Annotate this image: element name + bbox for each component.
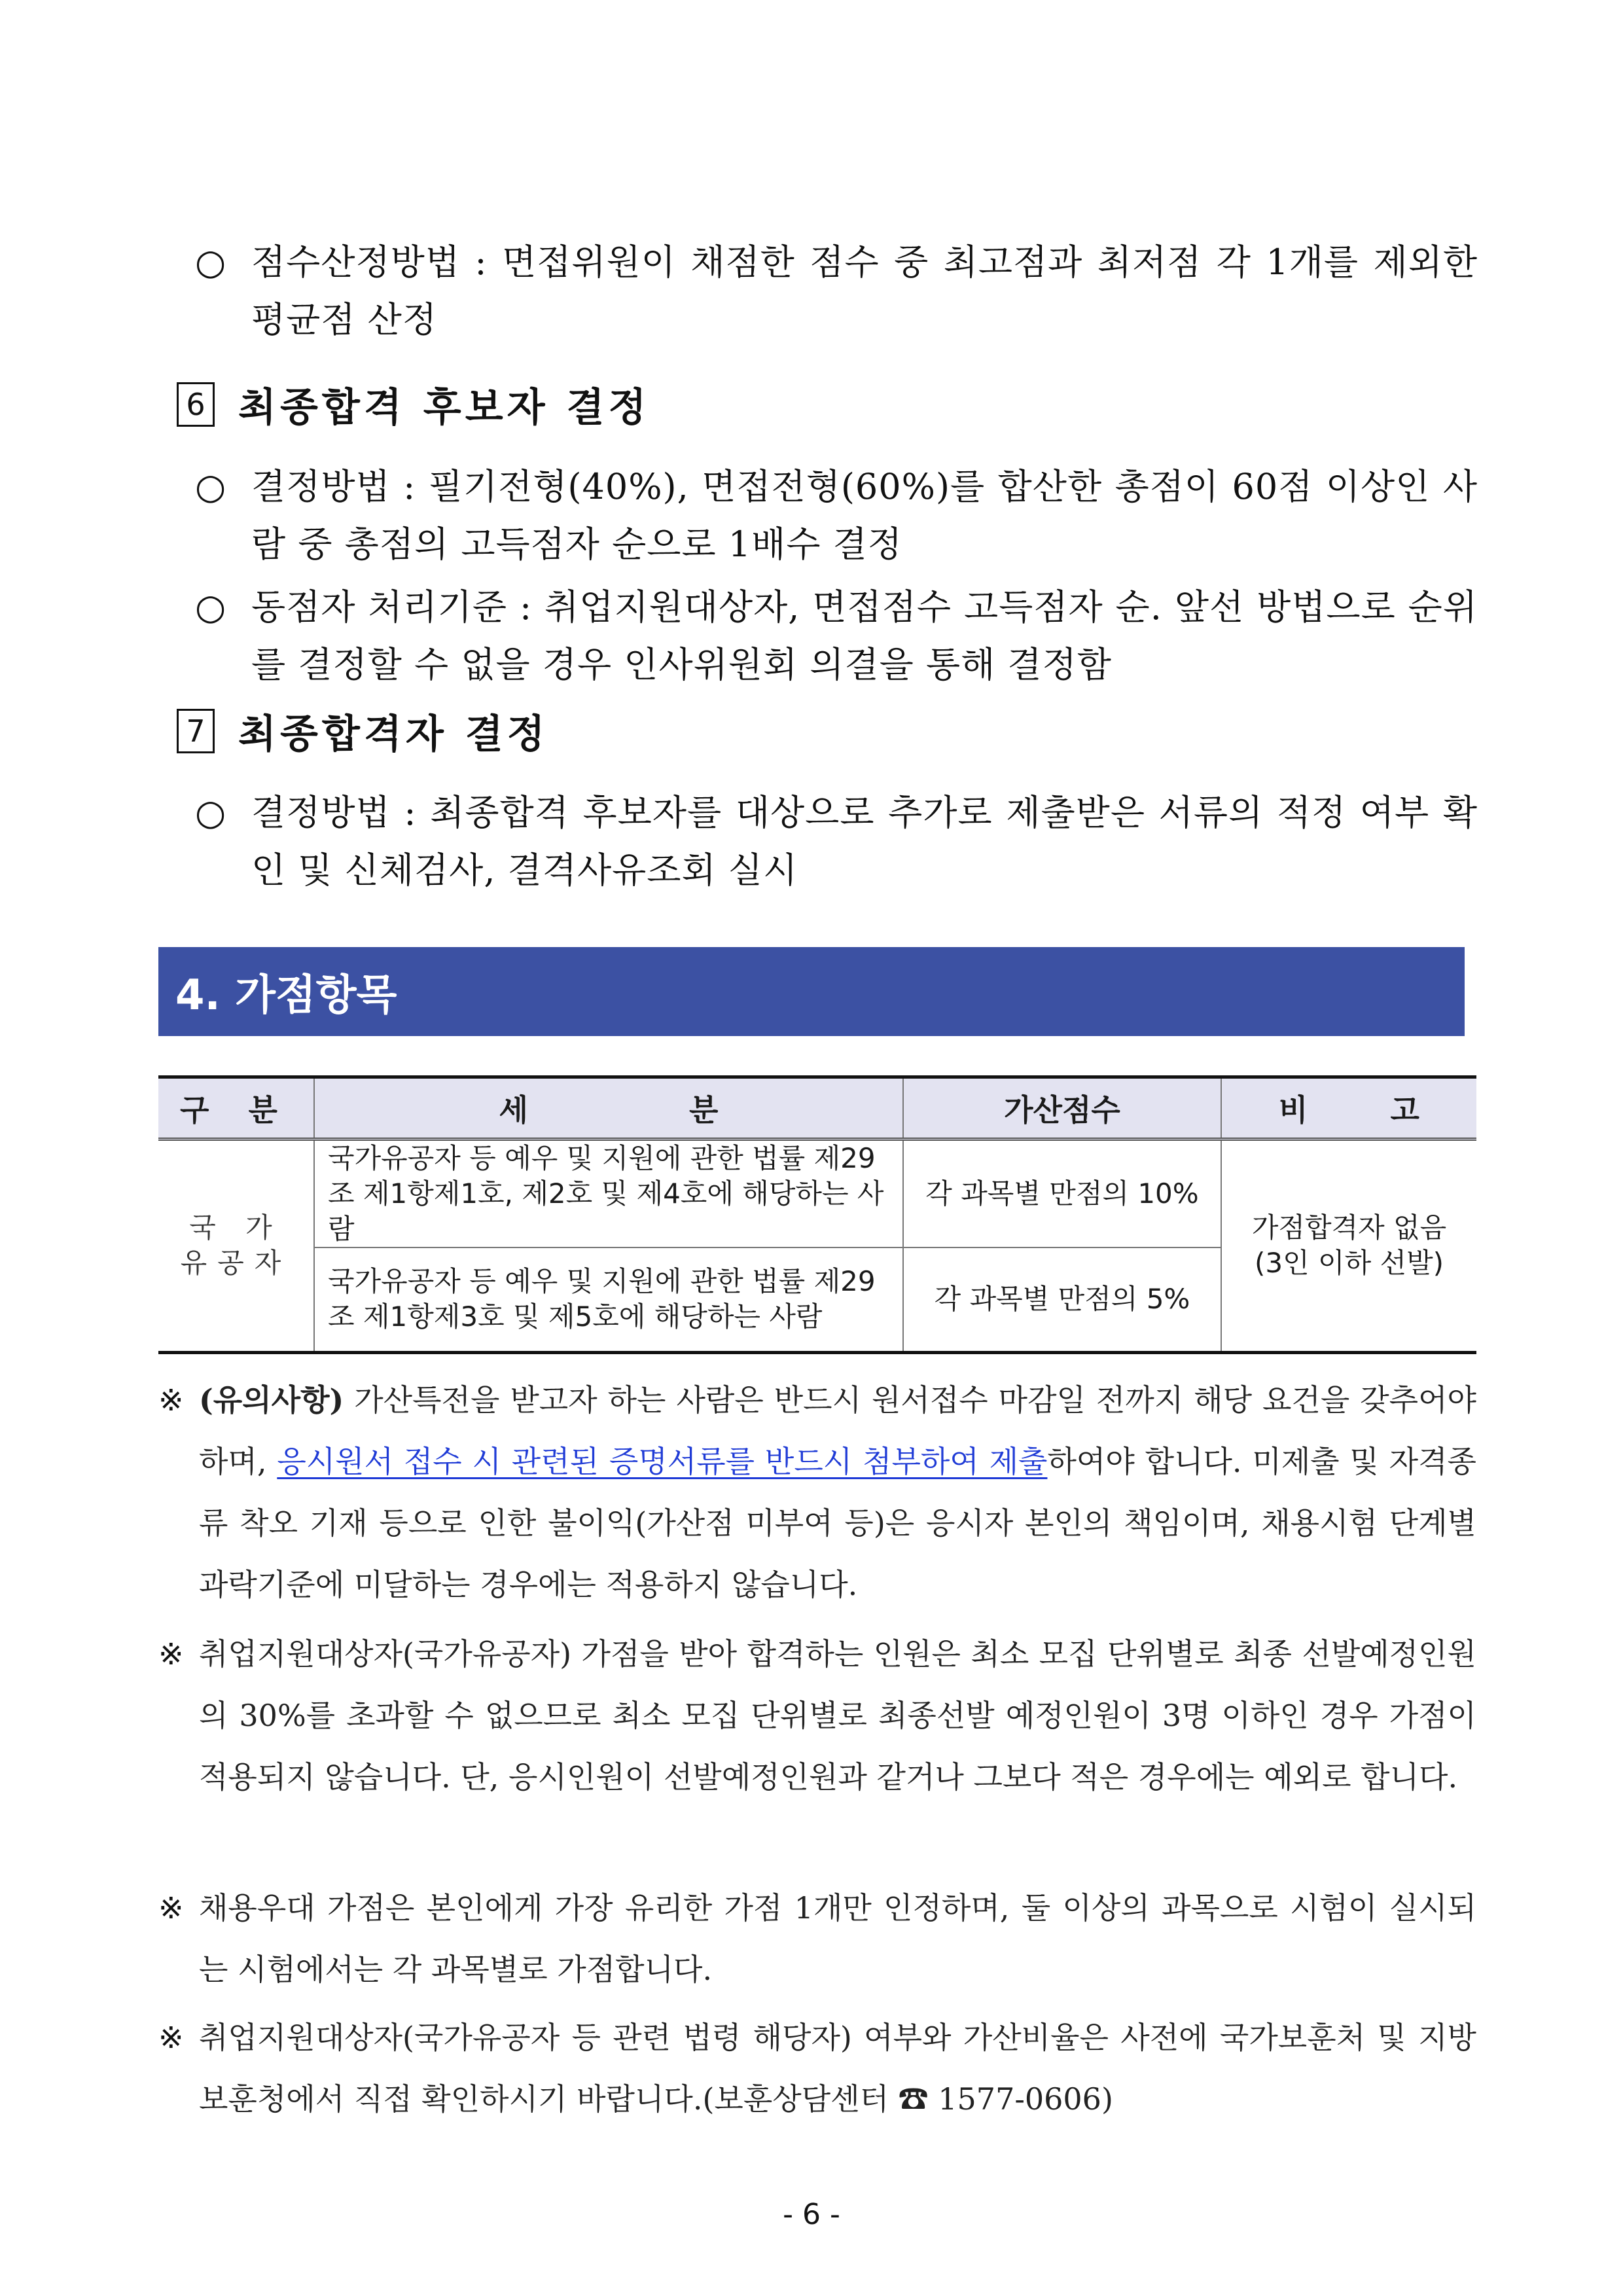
remarks-line2: (3인 이하 선발) — [1254, 1247, 1444, 1280]
step7-item-text: 결정방법 : 최종합격 후보자를 대상으로 추가로 제출받은 서류의 적정 여부 확인 및 신체검사, 결격사유조회 실시 — [251, 792, 1478, 891]
table-header-row — [158, 1077, 1476, 1139]
detail-cell: 국가유공자 등 예우 및 지원에 관한 법률 제29조 제1항제1호, 제2호 및 제4호에 해당하는 사람 — [314, 1139, 903, 1248]
header-category: 구 분 — [158, 1077, 314, 1139]
note-caution-part1: 가산특전을 받고자 하는 사람은 반드시 원서접수 마감일 전까지 해당 요건을 갖추어야 하며, — [199, 1382, 1476, 1479]
scoring-method-item — [195, 234, 1478, 349]
step7-number-box: 7 — [177, 709, 215, 753]
note-verify-eligibility-text: 취업지원대상자(국가유공자 등 관련 법령 해당자) 여부와 가산비율은 사전에 국가보훈처 및 지방보훈청에서 직접 확인하시기 바랍니다.(보훈상담센터 ☎ 1577-0606) — [199, 2020, 1476, 2117]
remarks-line1: 가점합격자 없음 — [1251, 1211, 1447, 1244]
step6-item-tie-rule — [195, 579, 1478, 694]
step7-heading — [177, 702, 549, 761]
header-bonus-score: 가산점수 — [903, 1077, 1221, 1139]
note-caution-part2: 하여야 합니다. 미제출 및 자격종류 착오 기재 등으로 인한 불이익(가산점 미부여 등)은 응시자 본인의 책임이며, 채용시험 단계별 과락기준에 미달하는 경우에는 적용하지 않습니다. — [199, 1444, 1476, 1602]
step7-title: 최종합격자 결정 — [238, 711, 549, 757]
step7-item-decision-method — [195, 784, 1478, 899]
reference-mark-icon: ※ — [158, 2020, 184, 2055]
step6-item-text: 결정방법 : 필기전형(40%), 면접전형(60%)를 합산한 총점이 60점 이상인 사람 중 총점의 고득점자 순으로 1배수 결정 — [251, 466, 1478, 565]
note-single-bonus-text: 채용우대 가점은 본인에게 가장 유리한 가점 1개만 인정하며, 둘 이상의 과목으로 시험이 실시되는 시험에서는 각 과목별로 가점합니다. — [199, 1890, 1476, 1987]
header-detail: 세 분 — [314, 1077, 903, 1139]
circle-bullet-icon: ○ — [195, 792, 226, 833]
step6-number-box: 6 — [177, 382, 215, 427]
reference-mark-icon: ※ — [158, 1636, 184, 1672]
table-row — [158, 1139, 1476, 1248]
score-cell: 각 과목별 만점의 5% — [903, 1247, 1221, 1352]
remarks-cell — [1221, 1139, 1476, 1353]
section-4-title: 4. 가점항목 — [175, 971, 397, 1020]
circle-bullet-icon: ○ — [195, 242, 226, 283]
note-caution-emphasis: 응시원서 접수 시 관련된 증명서류를 반드시 첨부하여 제출 — [277, 1444, 1048, 1479]
reference-mark-icon: ※ — [158, 1890, 184, 1926]
note-veteran-quota — [158, 1623, 1476, 1808]
category-cell — [158, 1139, 314, 1353]
section-4-banner — [158, 947, 1465, 1036]
bonus-points-table — [158, 1075, 1476, 1354]
note-caution-text — [199, 1369, 1476, 1615]
header-remarks: 비 고 — [1221, 1077, 1476, 1139]
category-line1: 국 가 — [189, 1211, 283, 1244]
reference-mark-icon: ※ — [158, 1382, 184, 1418]
step6-item-text: 동점자 처리기준 : 취업지원대상자, 면접점수 고득점자 순. 앞선 방법으로 순위를 결정할 수 없을 경우 인사위원회 의결을 통해 결정함 — [251, 586, 1478, 685]
note-verify-eligibility — [158, 2007, 1476, 2130]
scoring-method-text: 점수산정방법 : 면접위원이 채점한 점수 중 최고점과 최저점 각 1개를 제외한 평균점 산정 — [251, 242, 1478, 340]
score-cell: 각 과목별 만점의 10% — [903, 1139, 1221, 1248]
note-caution — [158, 1369, 1476, 1615]
note-caution-label: (유의사항) — [199, 1382, 344, 1418]
detail-cell: 국가유공자 등 예우 및 지원에 관한 법률 제29조 제1항제3호 및 제5호에 해당하는 사람 — [314, 1247, 903, 1352]
note-single-bonus — [158, 1877, 1476, 2000]
circle-bullet-icon: ○ — [195, 466, 226, 507]
note-veteran-quota-text: 취업지원대상자(국가유공자) 가점을 받아 합격하는 인원은 최소 모집 단위별로 최종 선발예정인원의 30%를 초과할 수 없으므로 최소 모집 단위별로 최종선발 예정인원이 3명 이하인 경우 가점이 적용되지 않습니다. 단, 응시인원이 선발예정인원과 같거나 그보다 적은 경우에는 예외로 합니다. — [199, 1636, 1476, 1795]
category-line2: 유공자 — [180, 1247, 292, 1280]
circle-bullet-icon: ○ — [195, 586, 226, 628]
step6-item-decision-method — [195, 458, 1478, 573]
page-number: - 6 - — [783, 2198, 840, 2231]
step6-heading — [177, 375, 650, 434]
step6-title: 최종합격 후보자 결정 — [238, 385, 651, 431]
